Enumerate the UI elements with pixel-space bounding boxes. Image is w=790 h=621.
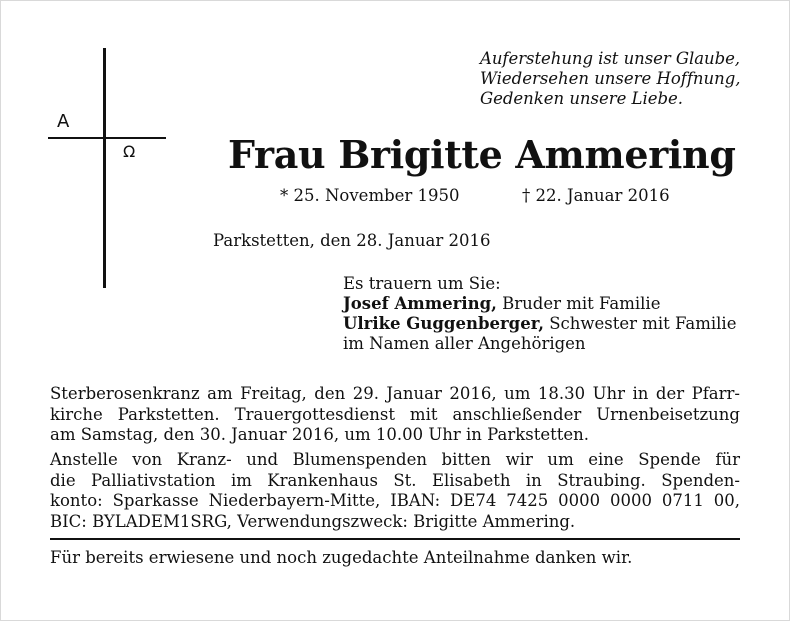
- motto-line: Wiedersehen unsere Hoffnung,: [480, 69, 741, 88]
- mourner-entry: [343, 314, 736, 334]
- motto-verse: [480, 49, 741, 109]
- deceased-name: Frau Brigitte Ammering: [228, 132, 736, 177]
- thanks-line: Für bereits erwiesene und noch zugedachte Anteilnahme danken wir.: [50, 548, 633, 567]
- death-date: † 22. Januar 2016: [522, 186, 670, 205]
- omega-symbol: Ω: [123, 142, 136, 161]
- mourner-entry: [343, 294, 736, 314]
- divider-rule: [50, 538, 740, 540]
- paragraph-line: Sterberosenkranz am Freitag, den 29. Januar 2016, um 18.30 Uhr in der Pfarr-: [50, 384, 740, 403]
- mourner-relation: Schwester mit Familie: [543, 314, 737, 333]
- place-date: Parkstetten, den 28. Januar 2016: [213, 231, 491, 250]
- paragraph-line: BIC: BYLADEM1SRG, Verwendungszweck: Brigitte Ammering.: [50, 511, 576, 531]
- paragraph-line: kirche Parkstetten. Trauergottesdienst mit anschließender Urnenbeisetzung: [50, 404, 740, 424]
- donation-paragraph: [50, 450, 740, 532]
- motto-line: Auferstehung ist unser Glaube,: [480, 49, 740, 68]
- mourners-closing: im Namen aller Angehörigen: [343, 334, 586, 353]
- cross-horizontal-bar: [48, 137, 166, 139]
- motto-line: Gedenken unsere Liebe.: [480, 89, 683, 108]
- mourner-name: Josef Ammering,: [343, 294, 497, 313]
- paragraph-line: die Palliativstation im Krankenhaus St. Elisabeth in Straubing. Spenden-: [50, 470, 740, 490]
- alpha-symbol: A: [57, 111, 70, 132]
- mourners-block: [343, 274, 736, 354]
- paragraph-line: konto: Sparkasse Niederbayern-Mitte, IBAN: DE74 7425 0000 0000 0711 00,: [50, 491, 740, 510]
- paragraph-line: Anstelle von Kranz- und Blumenspenden bitten wir um eine Spende für: [50, 450, 740, 469]
- birth-date: * 25. November 1950: [280, 186, 460, 205]
- mourner-name: Ulrike Guggenberger,: [343, 314, 544, 333]
- service-details-paragraph: [50, 384, 740, 446]
- paragraph-line: am Samstag, den 30. Januar 2016, um 10.00 Uhr in Parkstetten.: [50, 425, 589, 444]
- cross-vertical-bar: [103, 48, 106, 288]
- mourner-relation: Bruder mit Familie: [496, 294, 661, 313]
- mourners-intro: Es trauern um Sie:: [343, 274, 501, 293]
